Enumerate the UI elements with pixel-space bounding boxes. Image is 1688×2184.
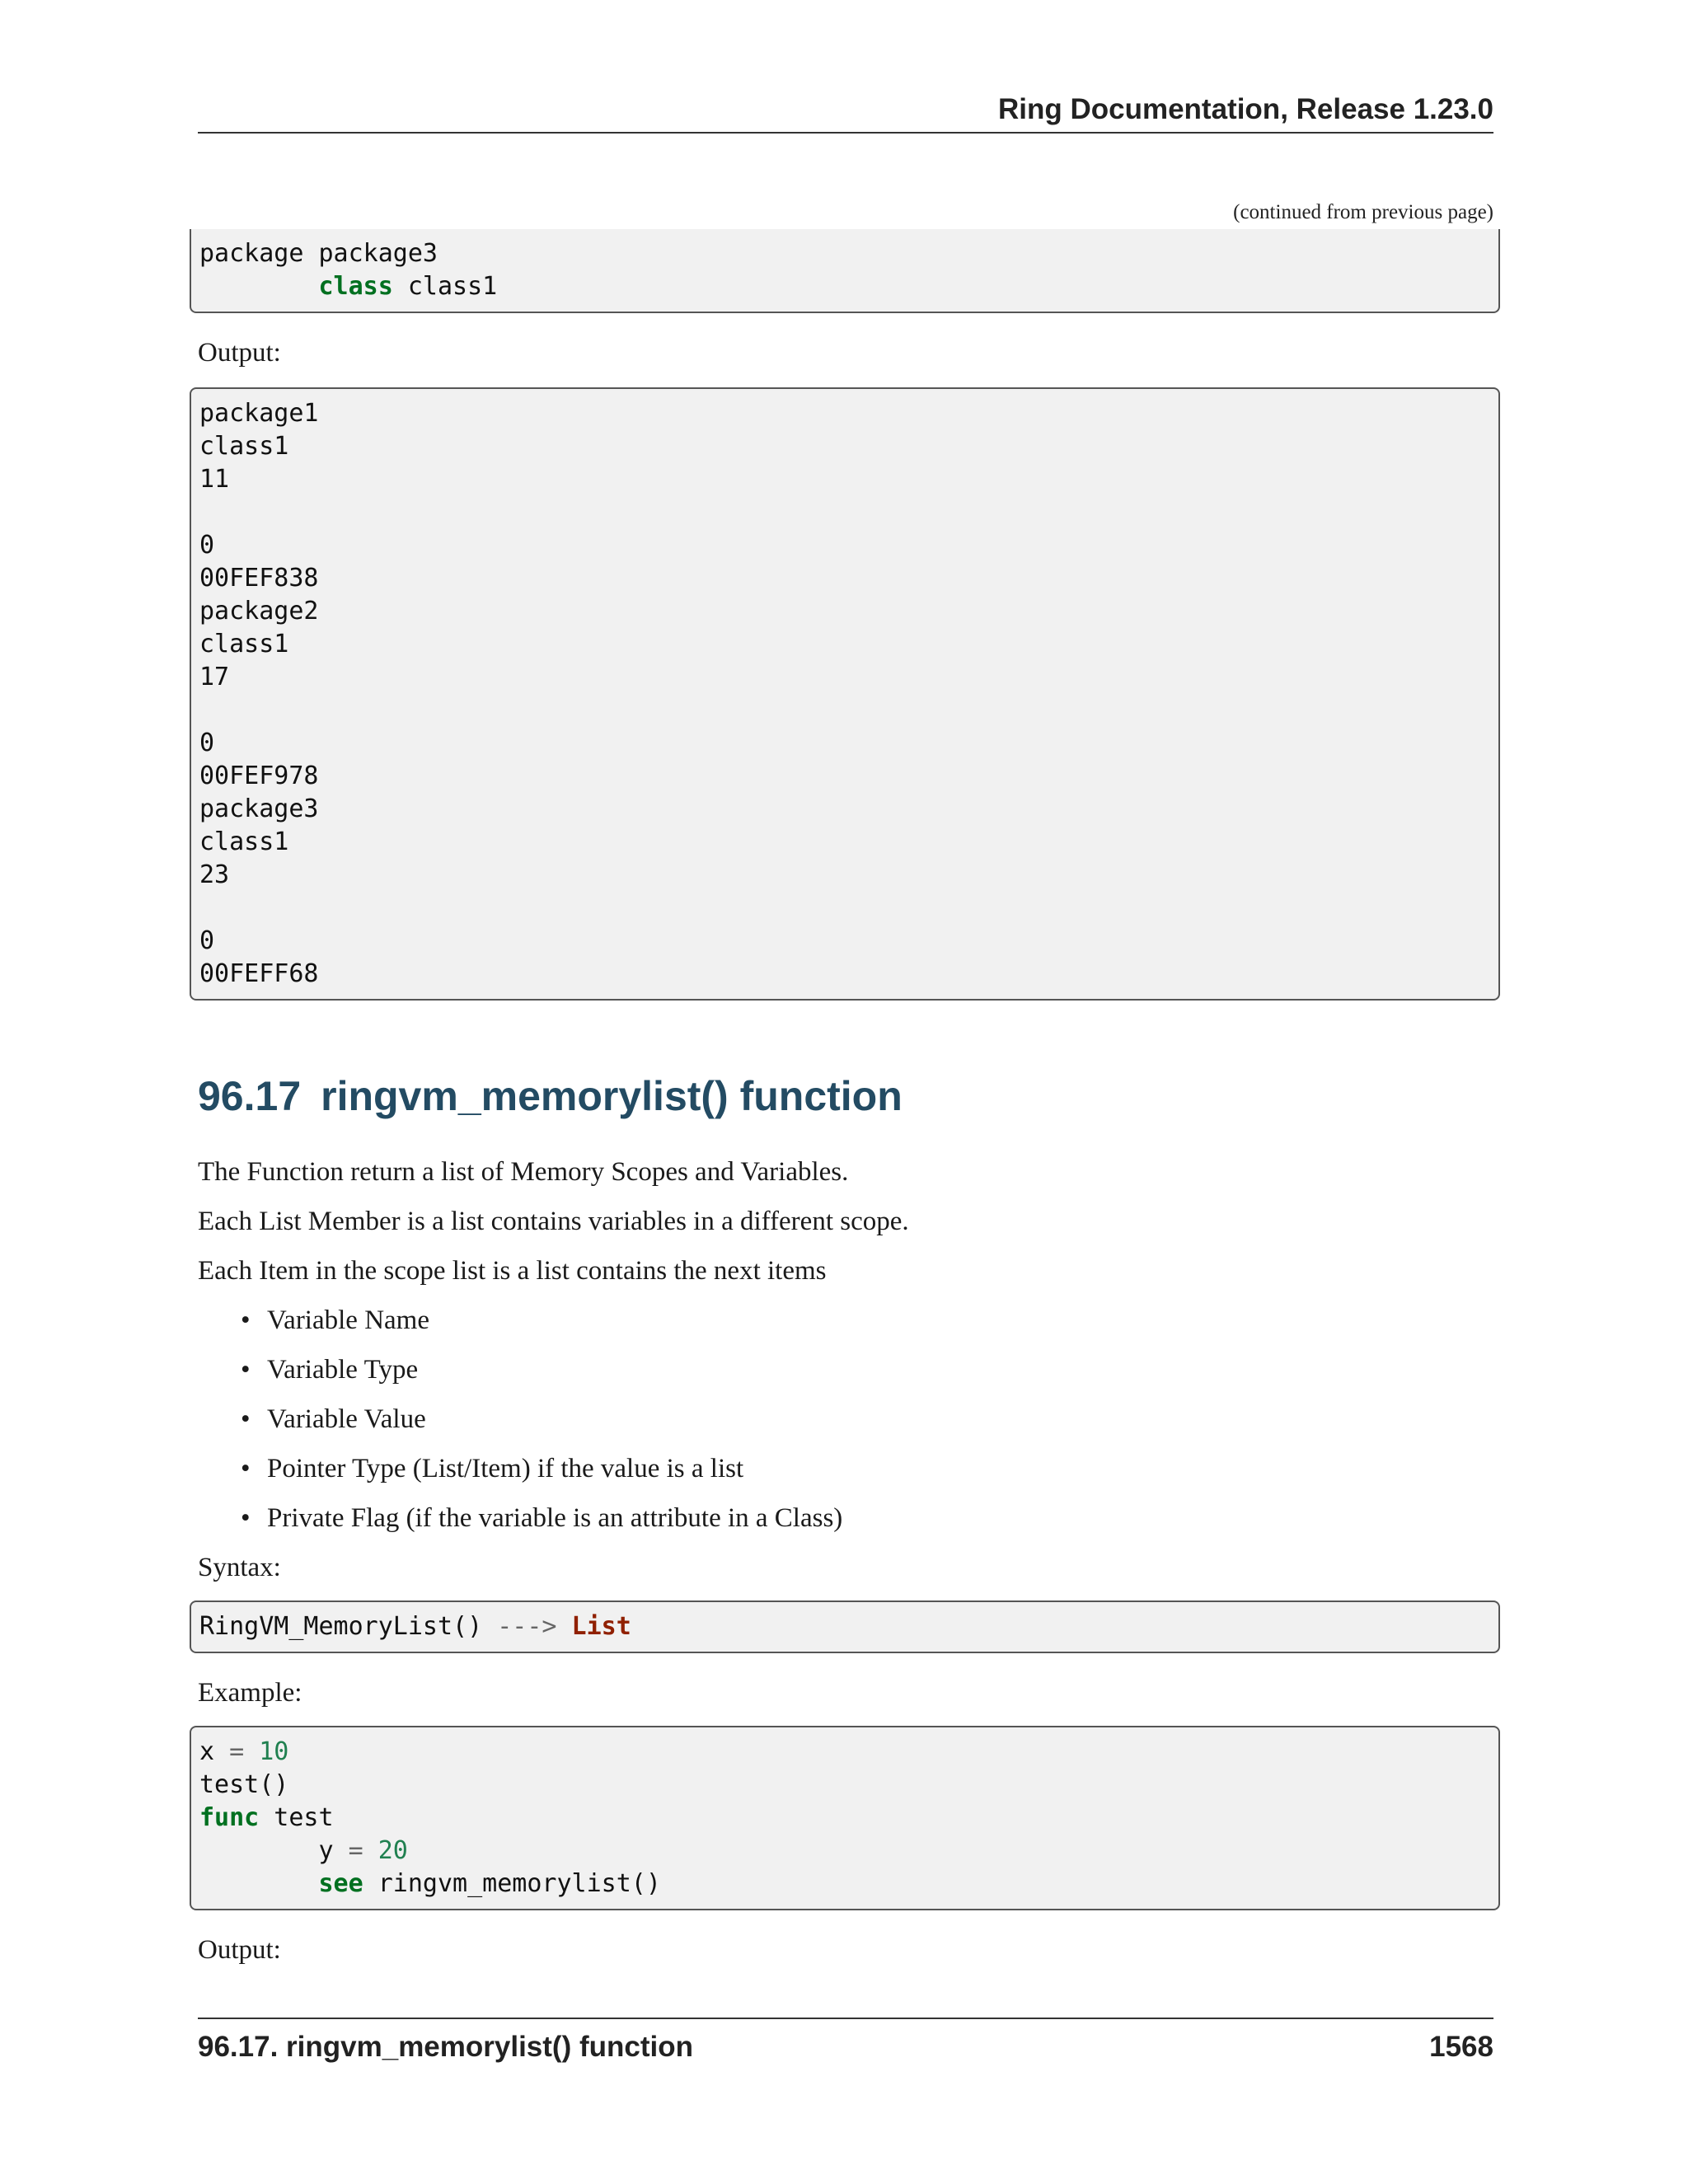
code-block-continued <box>190 229 1500 313</box>
list-item <box>241 1452 842 1502</box>
code-line <box>199 1736 1498 1769</box>
output-line: 11 <box>199 465 230 494</box>
example-code-block <box>190 1726 1500 1910</box>
output-line: 00FEF838 <box>199 564 319 593</box>
output-line: 0 <box>199 729 215 757</box>
code-text: ringvm_memorylist() <box>363 1869 661 1898</box>
output-line: package1 <box>199 399 319 428</box>
list-item-text: Private Flag (if the variable is an attribute in a Class) <box>267 1503 843 1533</box>
list-item <box>241 1304 842 1353</box>
bullet-icon: • <box>241 1355 251 1385</box>
section-number: 96.17 <box>198 1073 302 1119</box>
section-heading <box>198 1071 903 1121</box>
syntax-label: Syntax: <box>198 1553 281 1582</box>
output-line: 17 <box>199 663 230 691</box>
footer-section: 96.17. ringvm_memorylist() function <box>198 2031 693 2063</box>
code-operator: = <box>348 1836 363 1865</box>
code-number: 10 <box>259 1737 289 1766</box>
list-item <box>241 1403 842 1452</box>
code-text: class1 <box>392 272 498 301</box>
output-line <box>199 496 1498 529</box>
output-line: class1 <box>199 432 289 461</box>
bullet-icon: • <box>241 1404 251 1434</box>
example-label: Example: <box>198 1678 302 1708</box>
continued-note: (continued from previous page) <box>1233 201 1493 223</box>
list-item <box>241 1502 842 1551</box>
output-line: 0 <box>199 926 215 955</box>
bullet-icon: • <box>241 1503 251 1533</box>
output-line: package2 <box>199 597 319 626</box>
code-indent <box>199 272 319 301</box>
list-item-text: Variable Value <box>267 1404 426 1434</box>
output-line: class1 <box>199 827 289 856</box>
output-line: 00FEF978 <box>199 762 319 790</box>
section-title: ringvm_memorylist() function <box>321 1073 903 1119</box>
output-code-block <box>190 387 1500 1001</box>
paragraph: The Function return a list of Memory Scopes and Variables. <box>198 1157 849 1187</box>
output-line <box>199 694 1498 727</box>
code-line <box>199 1835 1498 1868</box>
list-item-text: Variable Name <box>267 1305 429 1335</box>
code-line <box>199 1868 1498 1900</box>
header-title: Ring Documentation, Release 1.23.0 <box>997 93 1493 125</box>
code-text: y <box>318 1836 334 1865</box>
list-item-text: Variable Type <box>267 1355 419 1385</box>
code-line <box>199 1802 1498 1835</box>
list-item-text: Pointer Type (List/Item) if the value is a list <box>267 1454 744 1483</box>
output-label: Output: <box>198 338 281 368</box>
output-line: class1 <box>199 630 289 658</box>
code-text: RingVM_MemoryList() <box>199 1612 483 1641</box>
output-line <box>199 892 1498 925</box>
code-keyword: func <box>199 1803 260 1832</box>
code-text: test <box>259 1803 334 1832</box>
list-item <box>241 1353 842 1403</box>
code-operator: = <box>229 1737 245 1766</box>
paragraph: Each List Member is a list contains variables in a different scope. <box>198 1207 909 1236</box>
code-line: test() <box>199 1770 289 1799</box>
syntax-code-block <box>190 1601 1500 1653</box>
output-label: Output: <box>198 1935 281 1965</box>
bullet-icon: • <box>241 1305 251 1335</box>
code-keyword: see <box>318 1869 363 1898</box>
page-footer <box>198 2018 1493 2063</box>
code-line: package package3 <box>199 239 438 268</box>
output-line: package3 <box>199 794 319 823</box>
bullet-list <box>241 1304 842 1551</box>
code-text: x <box>199 1737 215 1766</box>
output-line: 23 <box>199 860 230 889</box>
paragraph: Each Item in the scope list is a list contains the next items <box>198 1256 827 1286</box>
output-line: 0 <box>199 531 215 560</box>
code-line <box>199 1610 1498 1643</box>
output-line: 00FEFF68 <box>199 959 319 988</box>
code-operator: ---> <box>497 1612 557 1641</box>
page-header <box>198 92 1493 134</box>
code-type: List <box>571 1612 631 1641</box>
page-number: 1568 <box>1429 2031 1493 2063</box>
code-line <box>199 270 1498 303</box>
code-number: 20 <box>377 1836 408 1865</box>
code-keyword: class <box>318 272 393 301</box>
bullet-icon: • <box>241 1454 251 1483</box>
